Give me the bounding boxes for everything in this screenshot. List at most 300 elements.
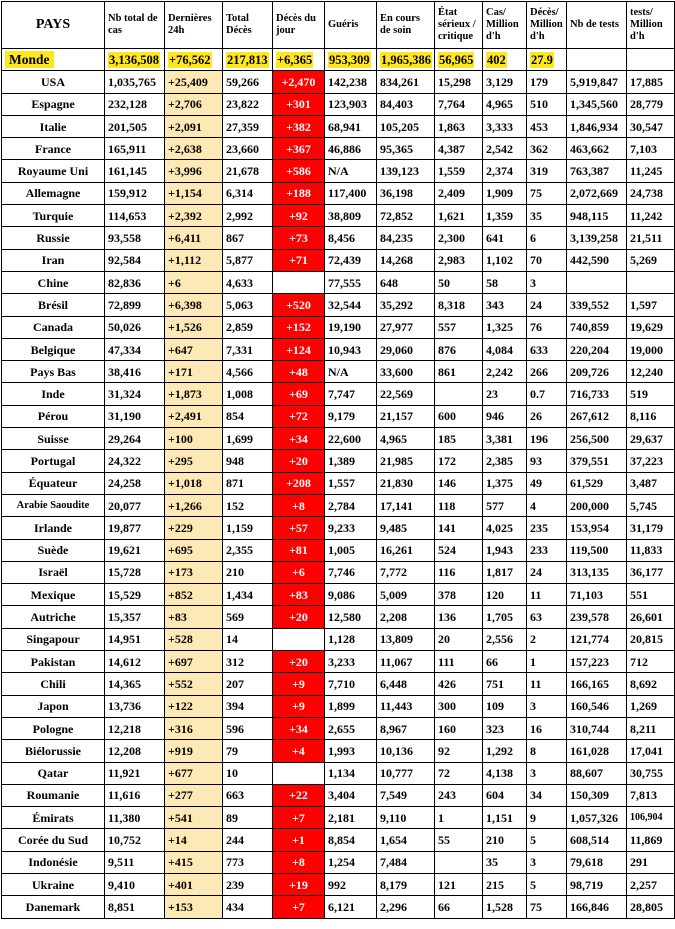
table-row xyxy=(2,628,675,650)
recovered-cell: 12,580 xyxy=(325,606,377,628)
country-name: Danemark xyxy=(2,896,105,918)
tests-cell: 948,115 xyxy=(567,205,627,227)
world-active: 1,965,386 xyxy=(381,52,431,67)
country-name: Indonésie xyxy=(2,851,105,873)
recovered-cell: 117,400 xyxy=(325,182,377,204)
cases-per-million-cell: 2,242 xyxy=(483,361,527,383)
critical-cell: 4,387 xyxy=(435,138,483,160)
total-deaths-cell: 152 xyxy=(223,494,273,516)
cases-per-million-cell: 2,556 xyxy=(483,628,527,650)
critical-cell: 111 xyxy=(435,651,483,673)
tests-per-million-cell: 37,223 xyxy=(627,450,675,472)
active-cell: 95,365 xyxy=(377,138,435,160)
table-row xyxy=(2,182,675,204)
tests-per-million-cell: 5,745 xyxy=(627,494,675,516)
new-deaths-cell: +301 xyxy=(273,93,325,115)
country-name: Turquie xyxy=(2,205,105,227)
cases-per-million-cell: 3,129 xyxy=(483,71,527,93)
table-row xyxy=(2,561,675,583)
tests-cell: 79,618 xyxy=(567,851,627,873)
total-deaths-cell: 210 xyxy=(223,561,273,583)
recovered-cell: 72,439 xyxy=(325,249,377,271)
critical-cell: 1 xyxy=(435,807,483,829)
total-cases-cell: 11,380 xyxy=(105,807,165,829)
tests-cell xyxy=(567,271,627,293)
country-name: Suède xyxy=(2,539,105,561)
country-name: Singapour xyxy=(2,628,105,650)
country-name: Italie xyxy=(2,115,105,137)
header-row xyxy=(2,2,675,49)
tests-per-million-cell: 19,000 xyxy=(627,338,675,360)
critical-cell: 2,300 xyxy=(435,227,483,249)
tests-cell: 763,387 xyxy=(567,160,627,182)
active-cell: 35,292 xyxy=(377,294,435,316)
critical-cell: 300 xyxy=(435,695,483,717)
new-cases-cell: +852 xyxy=(165,584,223,606)
critical-cell: 378 xyxy=(435,584,483,606)
recovered-cell: 3,404 xyxy=(325,784,377,806)
tests-per-million-cell: 7,813 xyxy=(627,784,675,806)
new-deaths-cell: +208 xyxy=(273,472,325,494)
active-cell: 139,123 xyxy=(377,160,435,182)
total-deaths-cell: 2,992 xyxy=(223,205,273,227)
tests-per-million-cell xyxy=(627,271,675,293)
deaths-per-million-cell: 633 xyxy=(527,338,567,360)
tests-cell: 608,514 xyxy=(567,829,627,851)
deaths-per-million-cell: 75 xyxy=(527,896,567,918)
new-cases-cell: +277 xyxy=(165,784,223,806)
active-cell: 29,060 xyxy=(377,338,435,360)
country-name: Qatar xyxy=(2,762,105,784)
active-cell: 17,141 xyxy=(377,494,435,516)
country-name: Pérou xyxy=(2,405,105,427)
cases-per-million-cell: 1,102 xyxy=(483,249,527,271)
tests-cell: 239,578 xyxy=(567,606,627,628)
new-cases-cell: +229 xyxy=(165,517,223,539)
tests-cell: 1,057,326 xyxy=(567,807,627,829)
critical-cell: 116 xyxy=(435,561,483,583)
recovered-cell: 1,134 xyxy=(325,762,377,784)
new-cases-cell: +122 xyxy=(165,695,223,717)
country-name: Royaume Uni xyxy=(2,160,105,182)
tests-per-million-cell: 26,601 xyxy=(627,606,675,628)
table-row xyxy=(2,829,675,851)
active-cell: 16,261 xyxy=(377,539,435,561)
new-cases-cell: +528 xyxy=(165,628,223,650)
active-cell: 4,965 xyxy=(377,428,435,450)
cases-per-million-cell: 946 xyxy=(483,405,527,427)
cases-per-million-cell: 2,385 xyxy=(483,450,527,472)
new-cases-cell: +2,392 xyxy=(165,205,223,227)
total-cases-cell: 12,208 xyxy=(105,740,165,762)
cases-per-million-cell: 1,325 xyxy=(483,316,527,338)
cases-per-million-cell: 641 xyxy=(483,227,527,249)
critical-cell: 8,318 xyxy=(435,294,483,316)
cases-per-million-cell: 4,025 xyxy=(483,517,527,539)
recovered-cell: 19,190 xyxy=(325,316,377,338)
cases-per-million-cell: 343 xyxy=(483,294,527,316)
new-deaths-cell: +20 xyxy=(273,651,325,673)
header-recovered: Guéris xyxy=(325,2,377,49)
header-cases-per-million: Cas/ Million d'h xyxy=(483,2,527,49)
table-row xyxy=(2,71,675,93)
deaths-per-million-cell: 26 xyxy=(527,405,567,427)
recovered-cell: 32,544 xyxy=(325,294,377,316)
total-cases-cell: 232,128 xyxy=(105,93,165,115)
new-cases-cell: +295 xyxy=(165,450,223,472)
total-deaths-cell: 4,633 xyxy=(223,271,273,293)
table-row xyxy=(2,450,675,472)
country-name: Arabie Saoudite xyxy=(2,494,105,516)
total-deaths-cell: 948 xyxy=(223,450,273,472)
cases-per-million-cell: 215 xyxy=(483,873,527,895)
table-row xyxy=(2,160,675,182)
table-row xyxy=(2,851,675,873)
new-cases-cell: +171 xyxy=(165,361,223,383)
tests-per-million-cell: 519 xyxy=(627,383,675,405)
deaths-per-million-cell: 75 xyxy=(527,182,567,204)
total-cases-cell: 19,621 xyxy=(105,539,165,561)
cases-per-million-cell: 323 xyxy=(483,717,527,739)
deaths-per-million-cell: 510 xyxy=(527,93,567,115)
cases-per-million-cell: 66 xyxy=(483,651,527,673)
critical-cell: 121 xyxy=(435,873,483,895)
deaths-per-million-cell: 5 xyxy=(527,873,567,895)
total-deaths-cell: 871 xyxy=(223,472,273,494)
active-cell: 21,985 xyxy=(377,450,435,472)
tests-cell: 310,744 xyxy=(567,717,627,739)
active-cell: 14,268 xyxy=(377,249,435,271)
total-cases-cell: 15,357 xyxy=(105,606,165,628)
country-name: Corée du Sud xyxy=(2,829,105,851)
total-deaths-cell: 5,063 xyxy=(223,294,273,316)
recovered-cell: 6,121 xyxy=(325,896,377,918)
deaths-per-million-cell: 2 xyxy=(527,628,567,650)
total-cases-cell: 10,752 xyxy=(105,829,165,851)
active-cell: 1,654 xyxy=(377,829,435,851)
table-row xyxy=(2,584,675,606)
table-row xyxy=(2,205,675,227)
table-row xyxy=(2,606,675,628)
new-cases-cell: +1,112 xyxy=(165,249,223,271)
total-cases-cell: 14,365 xyxy=(105,673,165,695)
deaths-per-million-cell: 235 xyxy=(527,517,567,539)
country-name: Équateur xyxy=(2,472,105,494)
total-cases-cell: 19,877 xyxy=(105,517,165,539)
country-name: Chili xyxy=(2,673,105,695)
recovered-cell: 9,086 xyxy=(325,584,377,606)
table-row xyxy=(2,517,675,539)
new-deaths-cell: +34 xyxy=(273,428,325,450)
new-deaths-cell: +2,470 xyxy=(273,71,325,93)
cases-per-million-cell: 4,965 xyxy=(483,93,527,115)
table-row xyxy=(2,383,675,405)
total-deaths-cell: 6,314 xyxy=(223,182,273,204)
total-deaths-cell: 569 xyxy=(223,606,273,628)
cases-per-million-cell: 3,381 xyxy=(483,428,527,450)
cases-per-million-cell: 35 xyxy=(483,851,527,873)
tests-per-million-cell: 11,833 xyxy=(627,539,675,561)
tests-per-million-cell: 712 xyxy=(627,651,675,673)
recovered-cell: 2,655 xyxy=(325,717,377,739)
deaths-per-million-cell: 8 xyxy=(527,740,567,762)
recovered-cell: 1,899 xyxy=(325,695,377,717)
total-deaths-cell: 5,877 xyxy=(223,249,273,271)
new-cases-cell: +14 xyxy=(165,829,223,851)
new-deaths-cell: +152 xyxy=(273,316,325,338)
cases-per-million-cell: 2,374 xyxy=(483,160,527,182)
new-cases-cell: +316 xyxy=(165,717,223,739)
table-row xyxy=(2,338,675,360)
tests-cell: 2,072,669 xyxy=(567,182,627,204)
new-deaths-cell: +382 xyxy=(273,115,325,137)
new-cases-cell: +1,154 xyxy=(165,182,223,204)
tests-per-million-cell: 31,179 xyxy=(627,517,675,539)
cases-per-million-cell: 109 xyxy=(483,695,527,717)
total-cases-cell: 24,322 xyxy=(105,450,165,472)
world-recovered: 953,309 xyxy=(329,52,370,67)
new-cases-cell: +1,266 xyxy=(165,494,223,516)
new-deaths-cell: +92 xyxy=(273,205,325,227)
tests-per-million-cell: 3,487 xyxy=(627,472,675,494)
active-cell: 84,403 xyxy=(377,93,435,115)
total-deaths-cell: 773 xyxy=(223,851,273,873)
total-deaths-cell: 239 xyxy=(223,873,273,895)
tests-cell: 200,000 xyxy=(567,494,627,516)
country-name: Pologne xyxy=(2,717,105,739)
total-deaths-cell: 2,859 xyxy=(223,316,273,338)
country-name: Ukraine xyxy=(2,873,105,895)
world-new-cases: +76,562 xyxy=(169,52,211,67)
tests-per-million-cell: 24,738 xyxy=(627,182,675,204)
new-cases-cell: +552 xyxy=(165,673,223,695)
tests-per-million-cell: 5,269 xyxy=(627,249,675,271)
critical-cell: 172 xyxy=(435,450,483,472)
new-deaths-cell: +367 xyxy=(273,138,325,160)
total-deaths-cell: 7,331 xyxy=(223,338,273,360)
total-deaths-cell: 89 xyxy=(223,807,273,829)
new-cases-cell: +1,873 xyxy=(165,383,223,405)
active-cell: 72,852 xyxy=(377,205,435,227)
world-critical: 56,965 xyxy=(439,52,474,67)
tests-cell: 166,846 xyxy=(567,896,627,918)
deaths-per-million-cell: 3 xyxy=(527,271,567,293)
total-cases-cell: 201,505 xyxy=(105,115,165,137)
critical-cell: 136 xyxy=(435,606,483,628)
country-name: Iran xyxy=(2,249,105,271)
total-cases-cell: 165,911 xyxy=(105,138,165,160)
total-deaths-cell: 4,566 xyxy=(223,361,273,383)
table-row xyxy=(2,361,675,383)
country-name: Pays Bas xyxy=(2,361,105,383)
active-cell: 9,485 xyxy=(377,517,435,539)
total-cases-cell: 13,736 xyxy=(105,695,165,717)
tests-per-million-cell: 7,103 xyxy=(627,138,675,160)
active-cell: 2,208 xyxy=(377,606,435,628)
recovered-cell: 10,943 xyxy=(325,338,377,360)
world-tests-per-million xyxy=(627,49,675,71)
table-row xyxy=(2,227,675,249)
new-deaths-cell: +34 xyxy=(273,717,325,739)
total-deaths-cell: 434 xyxy=(223,896,273,918)
table-row xyxy=(2,271,675,293)
recovered-cell: 1,005 xyxy=(325,539,377,561)
total-deaths-cell: 23,660 xyxy=(223,138,273,160)
new-cases-cell: +6,398 xyxy=(165,294,223,316)
active-cell: 7,772 xyxy=(377,561,435,583)
new-deaths-cell: +7 xyxy=(273,807,325,829)
country-name: Biélorussie xyxy=(2,740,105,762)
critical-cell: 55 xyxy=(435,829,483,851)
header-country: PAYS xyxy=(2,2,105,49)
total-cases-cell: 72,899 xyxy=(105,294,165,316)
critical-cell: 185 xyxy=(435,428,483,450)
new-deaths-cell: +20 xyxy=(273,450,325,472)
critical-cell: 146 xyxy=(435,472,483,494)
total-deaths-cell: 59,266 xyxy=(223,71,273,93)
country-name: Belgique xyxy=(2,338,105,360)
country-name: Émirats xyxy=(2,807,105,829)
tests-per-million-cell: 12,240 xyxy=(627,361,675,383)
total-deaths-cell: 596 xyxy=(223,717,273,739)
deaths-per-million-cell: 70 xyxy=(527,249,567,271)
cases-per-million-cell: 1,151 xyxy=(483,807,527,829)
tests-cell: 1,345,560 xyxy=(567,93,627,115)
total-cases-cell: 15,529 xyxy=(105,584,165,606)
deaths-per-million-cell: 4 xyxy=(527,494,567,516)
new-cases-cell: +6 xyxy=(165,271,223,293)
header-deaths-per-million: Décès/ Million d'h xyxy=(527,2,567,49)
new-deaths-cell: +57 xyxy=(273,517,325,539)
tests-per-million-cell: 17,041 xyxy=(627,740,675,762)
new-cases-cell: +695 xyxy=(165,539,223,561)
cases-per-million-cell: 210 xyxy=(483,829,527,851)
deaths-per-million-cell: 0.7 xyxy=(527,383,567,405)
new-cases-cell: +677 xyxy=(165,762,223,784)
tests-cell: 150,309 xyxy=(567,784,627,806)
new-deaths-cell: +586 xyxy=(273,160,325,182)
tests-cell: 88,607 xyxy=(567,762,627,784)
recovered-cell: 1,557 xyxy=(325,472,377,494)
country-name: France xyxy=(2,138,105,160)
world-new-deaths: +6,365 xyxy=(277,52,313,67)
deaths-per-million-cell: 93 xyxy=(527,450,567,472)
total-cases-cell: 9,410 xyxy=(105,873,165,895)
total-cases-cell: 47,334 xyxy=(105,338,165,360)
new-deaths-cell: +1 xyxy=(273,829,325,851)
critical-cell: 20 xyxy=(435,628,483,650)
table-body xyxy=(2,49,675,919)
active-cell: 36,198 xyxy=(377,182,435,204)
recovered-cell: 2,784 xyxy=(325,494,377,516)
tests-cell: 313,135 xyxy=(567,561,627,583)
total-deaths-cell: 244 xyxy=(223,829,273,851)
tests-cell: 119,500 xyxy=(567,539,627,561)
total-deaths-cell: 1,434 xyxy=(223,584,273,606)
critical-cell: 118 xyxy=(435,494,483,516)
deaths-per-million-cell: 16 xyxy=(527,717,567,739)
new-deaths-cell: +73 xyxy=(273,227,325,249)
active-cell: 21,830 xyxy=(377,472,435,494)
tests-per-million-cell: 8,211 xyxy=(627,717,675,739)
total-deaths-cell: 1,699 xyxy=(223,428,273,450)
recovered-cell: 9,233 xyxy=(325,517,377,539)
new-cases-cell: +919 xyxy=(165,740,223,762)
total-deaths-cell: 1,159 xyxy=(223,517,273,539)
table-row xyxy=(2,428,675,450)
tests-cell: 161,028 xyxy=(567,740,627,762)
critical-cell xyxy=(435,383,483,405)
tests-per-million-cell: 21,511 xyxy=(627,227,675,249)
active-cell: 27,977 xyxy=(377,316,435,338)
critical-cell: 2,983 xyxy=(435,249,483,271)
total-cases-cell: 31,324 xyxy=(105,383,165,405)
recovered-cell: 3,233 xyxy=(325,651,377,673)
critical-cell: 557 xyxy=(435,316,483,338)
new-cases-cell: +1,526 xyxy=(165,316,223,338)
recovered-cell: 8,854 xyxy=(325,829,377,851)
critical-cell: 861 xyxy=(435,361,483,383)
country-name: Allemagne xyxy=(2,182,105,204)
active-cell: 5,009 xyxy=(377,584,435,606)
critical-cell xyxy=(435,851,483,873)
tests-cell: 339,552 xyxy=(567,294,627,316)
tests-per-million-cell: 2,257 xyxy=(627,873,675,895)
cases-per-million-cell: 577 xyxy=(483,494,527,516)
total-cases-cell: 20,077 xyxy=(105,494,165,516)
active-cell: 33,600 xyxy=(377,361,435,383)
recovered-cell: 46,886 xyxy=(325,138,377,160)
cases-per-million-cell: 3,333 xyxy=(483,115,527,137)
country-name: Espagne xyxy=(2,93,105,115)
tests-cell: 209,726 xyxy=(567,361,627,383)
cases-per-million-cell: 1,817 xyxy=(483,561,527,583)
table-row xyxy=(2,405,675,427)
tests-cell: 166,165 xyxy=(567,673,627,695)
new-deaths-cell: +4 xyxy=(273,740,325,762)
table-row xyxy=(2,651,675,673)
recovered-cell: 123,903 xyxy=(325,93,377,115)
cases-per-million-cell: 4,138 xyxy=(483,762,527,784)
tests-per-million-cell: 8,692 xyxy=(627,673,675,695)
deaths-per-million-cell: 3 xyxy=(527,695,567,717)
recovered-cell: 7,747 xyxy=(325,383,377,405)
new-deaths-cell: +22 xyxy=(273,784,325,806)
new-deaths-cell: +8 xyxy=(273,851,325,873)
table-row xyxy=(2,717,675,739)
new-deaths-cell: +8 xyxy=(273,494,325,516)
total-deaths-cell: 23,822 xyxy=(223,93,273,115)
active-cell: 9,110 xyxy=(377,807,435,829)
tests-per-million-cell: 20,815 xyxy=(627,628,675,650)
table-row xyxy=(2,115,675,137)
deaths-per-million-cell: 49 xyxy=(527,472,567,494)
deaths-per-million-cell: 9 xyxy=(527,807,567,829)
recovered-cell: 38,809 xyxy=(325,205,377,227)
tests-cell: 3,139,258 xyxy=(567,227,627,249)
active-cell: 13,809 xyxy=(377,628,435,650)
new-deaths-cell: +7 xyxy=(273,896,325,918)
cases-per-million-cell: 751 xyxy=(483,673,527,695)
cases-per-million-cell: 1,359 xyxy=(483,205,527,227)
critical-cell: 876 xyxy=(435,338,483,360)
new-cases-cell: +401 xyxy=(165,873,223,895)
total-deaths-cell: 312 xyxy=(223,651,273,673)
tests-per-million-cell: 1,597 xyxy=(627,294,675,316)
cases-per-million-cell: 4,084 xyxy=(483,338,527,360)
active-cell: 21,157 xyxy=(377,405,435,427)
new-cases-cell: +153 xyxy=(165,896,223,918)
